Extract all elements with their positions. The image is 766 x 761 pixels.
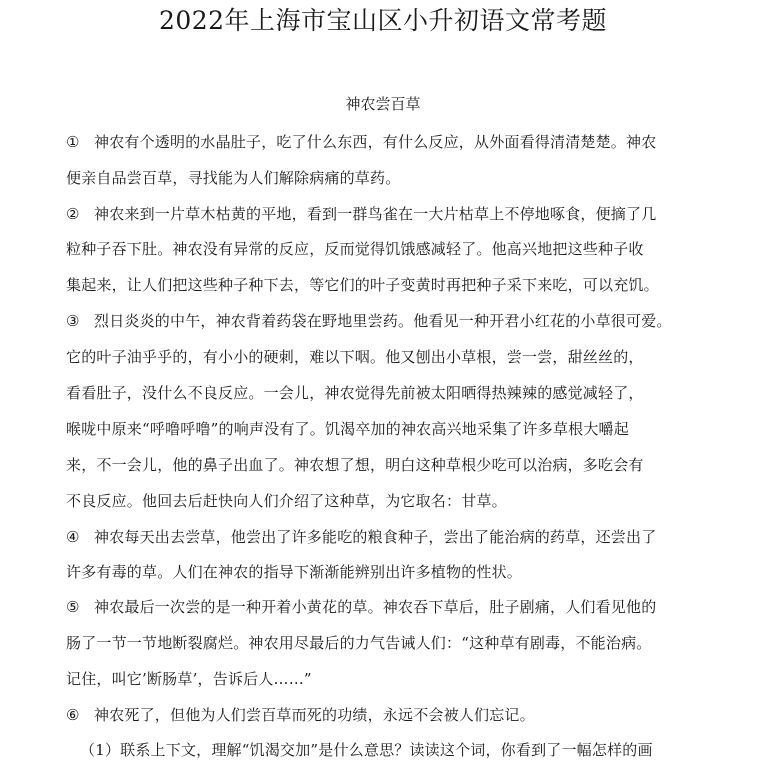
paragraph-line: 许多有毒的草。人们在神农的指导下渐渐能辨别出许多植物的性状。	[66, 563, 523, 581]
paragraph-6	[66, 704, 535, 726]
paragraph-2	[66, 203, 656, 225]
paragraph-marker: ⑥	[66, 706, 80, 724]
paragraph-line: 神农有个透明的水晶肚子，吃了什么东西，有什么反应，从外面看得清清楚楚。神农	[94, 133, 657, 151]
paragraph-line: 肠了一节一节地断裂腐烂。神农用尽最后的力气告诫人们：“这种草有剧毒，不能治病。	[66, 634, 652, 652]
passage-title: 神农尝百草	[345, 95, 421, 113]
question-1: （1）联系上下文，理解“饥渴交加”是什么意思？读读这个词，你看到了一幅怎样的画	[80, 741, 653, 759]
paragraph-1	[66, 131, 656, 153]
paragraph-line: 神农每天出去尝草，他尝出了许多能吃的粮食种子，尝出了能治病的药草，还尝出了	[94, 528, 657, 546]
paragraph-marker: ④	[66, 528, 80, 546]
paragraph-3	[66, 310, 672, 332]
paragraph-marker: ①	[66, 133, 80, 151]
paragraph-line: 便亲自品尝百草，寻找能为人们解除病痛的草药。	[66, 169, 401, 187]
paragraph-line: 不良反应。他回去后赶快向人们介绍了这种草，为它取名：甘草。	[66, 492, 507, 510]
paragraph-line: 神农死了，但他为人们尝百草而死的功绩，永远不会被人们忘记。	[94, 706, 535, 724]
paragraph-line: 看看肚子，没什么不良反应。一会儿，神农觉得先前被太阳晒得热辣辣的感觉减轻了，	[66, 384, 644, 402]
paragraph-5	[66, 596, 656, 618]
paragraph-marker: ②	[66, 205, 80, 223]
document-title: 2022年上海市宝山区小升初语文常考题	[158, 6, 608, 35]
paragraph-marker: ⑤	[66, 598, 80, 616]
paragraph-line: 来，不一会儿，他的鼻子出血了。神农想了想，明白这种草根少吃可以治病，多吃会有	[66, 456, 644, 474]
paragraph-line: 喉咙中原来“呼噜呼噜”的响声没有了。饥渴卒加的神农高兴地采集了许多草根大嚼起	[66, 420, 629, 438]
paragraph-line: 记住，叫它’断肠草’，告诉后人……”	[66, 670, 312, 688]
paragraph-line: 神农最后一次尝的是一种开着小黄花的草。神农吞下草后，肚子剧痛，人们看见他的	[94, 598, 657, 616]
paragraph-line: 粒种子吞下肚。神农没有异常的反应，反而觉得饥饿感减轻了。他高兴地把这些种子收	[66, 240, 644, 258]
paragraph-line: 集起来，让人们把这些种子种下去，等它们的叶子变黄时再把种子采下来吃，可以充饥。	[66, 276, 659, 294]
paragraph-line: 神农来到一片草木枯黄的平地，看到一群鸟雀在一大片枯草上不停地啄食，便摘了几	[94, 205, 657, 223]
paragraph-line: 它的叶子油乎乎的，有小小的硬刺，难以下咽。他又刨出小草根，尝一尝，甜丝丝的，	[66, 348, 644, 366]
paragraph-marker: ③	[66, 312, 80, 330]
paragraph-4	[66, 526, 656, 548]
paragraph-line: 烈日炎炎的中午，神农背着药袋在野地里尝药。他看见一种开君小红花的小草很可爱。	[94, 312, 672, 330]
